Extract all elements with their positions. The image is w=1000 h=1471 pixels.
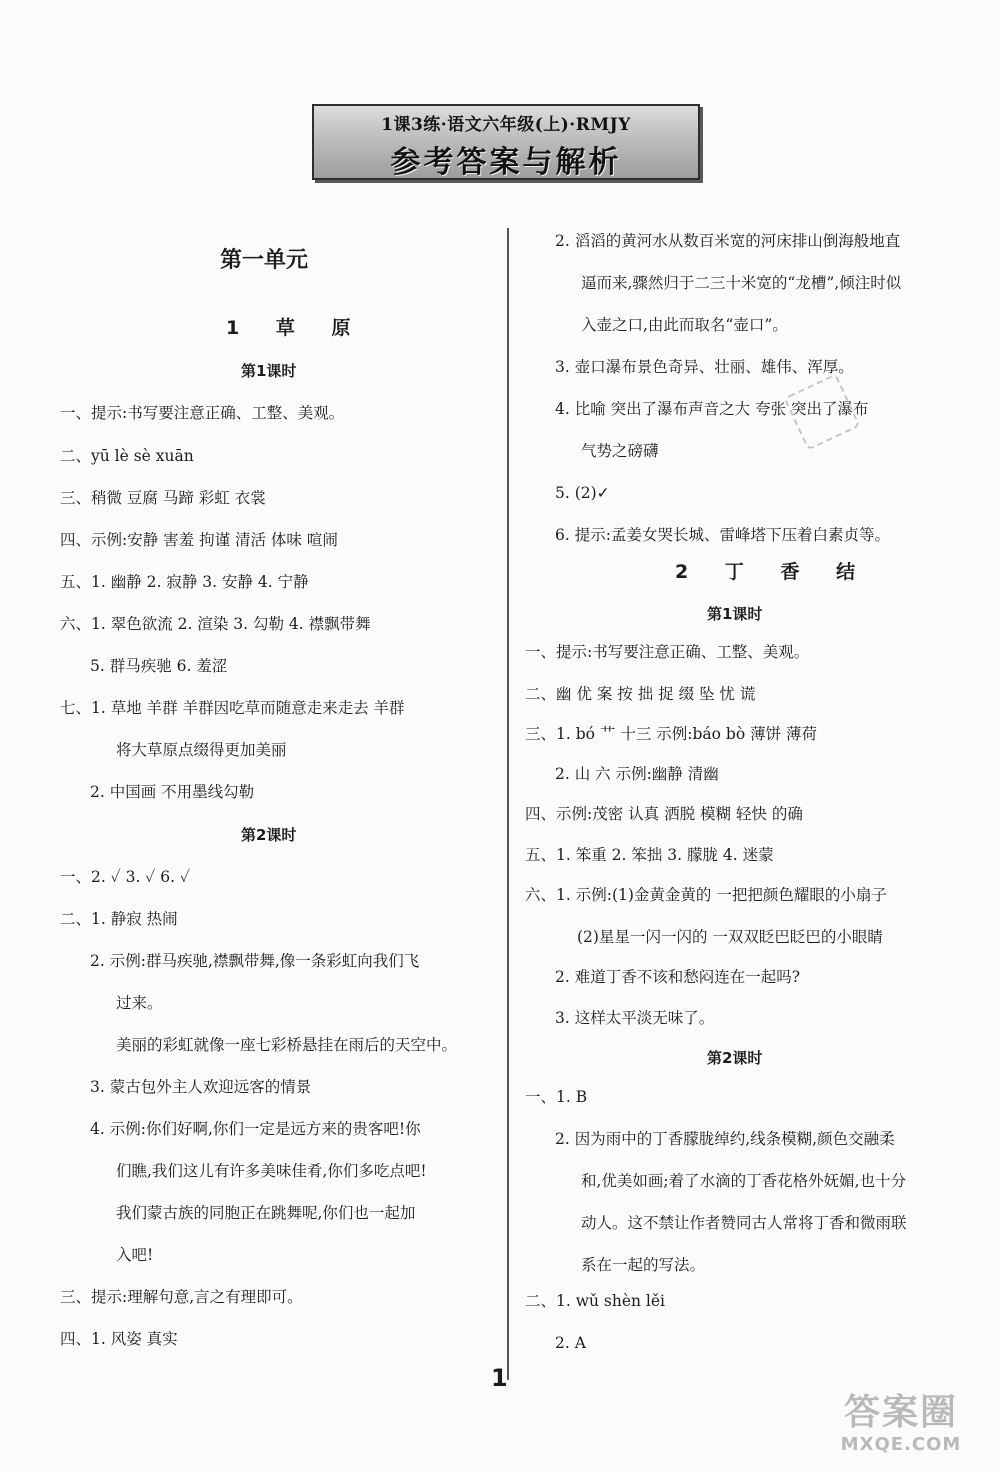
answer-line: 七、1. 草地 羊群 羊群因吃草而随意走来走去 羊群 bbox=[60, 699, 405, 717]
banner-title: 参考答案与解析 bbox=[390, 145, 622, 180]
watermark-logo bbox=[812, 1392, 990, 1464]
answer-line: 4. 比喻 突出了瀑布声音之大 夸张 突出了瀑布 bbox=[555, 400, 869, 418]
page-number: 1 bbox=[491, 1364, 508, 1392]
answer-line: 入壶之口,由此而取名“壶口”。 bbox=[581, 316, 788, 334]
answer-line: (2)星星一闪一闪的 一双双眨巴眨巴的小眼睛 bbox=[577, 928, 883, 946]
answer-line: 3. 蒙古包外主人欢迎远客的情景 bbox=[90, 1078, 312, 1096]
title-banner bbox=[312, 104, 700, 180]
answer-line: 二、1. wǔ shèn lěi bbox=[525, 1292, 665, 1310]
answer-line: 2. 滔滔的黄河水从数百米宽的河床排山倒海般地直 bbox=[555, 232, 901, 250]
answer-line: 气势之磅礴 bbox=[581, 442, 659, 460]
answer-line: 六、1. 翠色欲流 2. 渲染 3. 勾勒 4. 襟飘带舞 bbox=[60, 615, 371, 633]
answer-line: 5. (2)✓ bbox=[555, 484, 610, 502]
answer-line: 2. 中国画 不用墨线勾勒 bbox=[90, 783, 255, 801]
lesson-title: 2 丁 香 结 bbox=[675, 561, 864, 583]
answer-line: 6. 提示:孟姜女哭长城、雷峰塔下压着白素贞等。 bbox=[555, 526, 890, 544]
answer-line: 二、yū lè sè xuān bbox=[60, 447, 194, 465]
answer-line: 四、示例:安静 害羞 拘谨 清活 体味 喧闹 bbox=[60, 531, 338, 549]
answer-line: 三、提示:理解句意,言之有理即可。 bbox=[60, 1288, 303, 1306]
answer-line: 四、示例:茂密 认真 洒脱 模糊 轻快 的确 bbox=[525, 805, 803, 823]
lesson-title: 1 草 原 bbox=[226, 317, 359, 339]
answer-line: 三、稍微 豆腐 马蹄 彩虹 衣裳 bbox=[60, 489, 266, 507]
unit-title: 第一单元 bbox=[220, 248, 309, 273]
answer-line: 3. 壶口瀑布景色奇异、壮丽、雄伟、浑厚。 bbox=[555, 358, 854, 376]
answer-line: 2. 因为雨中的丁香朦胧绰约,线条模糊,颜色交融柔 bbox=[555, 1130, 895, 1148]
session-heading: 第2课时 bbox=[707, 1049, 763, 1067]
answer-line: 5. 群马疾驰 6. 羞涩 bbox=[90, 657, 228, 675]
answer-line: 2. A bbox=[555, 1334, 586, 1352]
answer-line: 六、1. 示例:(1)金黄金黄的 一把把颜色耀眼的小扇子 bbox=[525, 886, 887, 904]
answer-line: 2. 难道丁香不该和愁闷连在一起吗? bbox=[555, 968, 801, 986]
answer-line: 们瞧,我们这儿有许多美味佳肴,你们多吃点吧! bbox=[116, 1162, 427, 1180]
answer-line: 我们蒙古族的同胞正在跳舞呢,你们也一起加 bbox=[116, 1204, 416, 1222]
answer-line: 一、提示:书写要注意正确、工整、美观。 bbox=[60, 404, 345, 422]
answer-line: 过来。 bbox=[116, 994, 163, 1012]
answer-line: 三、1. bó 艹 十三 示例:báo bò 薄饼 薄荷 bbox=[525, 725, 818, 743]
faint-stamp-mark bbox=[783, 373, 860, 450]
answer-line: 二、幽 优 案 按 拙 捉 缀 坠 忧 谎 bbox=[525, 685, 756, 703]
answer-line: 2. 山 六 示例:幽静 清幽 bbox=[555, 765, 719, 783]
answer-line: 3. 这样太平淡无味了。 bbox=[555, 1009, 715, 1027]
answer-line: 二、1. 静寂 热闹 bbox=[60, 910, 178, 928]
answer-line: 四、1. 风姿 真实 bbox=[60, 1330, 178, 1348]
answer-line: 动人。这不禁让作者赞同古人常将丁香和微雨联 bbox=[581, 1214, 907, 1232]
answer-line: 五、1. 幽静 2. 寂静 3. 安静 4. 宁静 bbox=[60, 573, 309, 591]
answer-line: 4. 示例:你们好啊,你们一定是远方来的贵客吧!你 bbox=[90, 1120, 421, 1138]
answer-line: 五、1. 笨重 2. 笨拙 3. 朦胧 4. 迷蒙 bbox=[525, 846, 774, 864]
answer-line: 2. 示例:群马疾驰,襟飘带舞,像一条彩虹向我们飞 bbox=[90, 952, 420, 970]
answer-line: 一、提示:书写要注意正确、工整、美观。 bbox=[525, 643, 810, 661]
answer-line: 系在一起的写法。 bbox=[581, 1256, 706, 1274]
watermark-text: 答案圈 bbox=[843, 1392, 958, 1433]
session-heading: 第1课时 bbox=[241, 362, 297, 380]
answer-line: 入吧! bbox=[116, 1246, 154, 1264]
answer-line: 美丽的彩虹就像一座七彩桥悬挂在雨后的天空中。 bbox=[116, 1036, 458, 1054]
banner-subtitle: 1课3练·语文六年级(上)·RMJY bbox=[381, 115, 631, 135]
column-divider bbox=[507, 228, 509, 1380]
answer-line: 一、1. B bbox=[525, 1088, 588, 1106]
answer-line: 逼而来,骤然归于二三十米宽的“龙槽”,倾注时似 bbox=[581, 274, 902, 292]
watermark-url: MXQE.COM bbox=[840, 1434, 962, 1455]
answer-line: 将大草原点缀得更加美丽 bbox=[116, 741, 287, 759]
session-heading: 第1课时 bbox=[707, 605, 763, 623]
answer-line: 和,优美如画;着了水滴的丁香花格外妩媚,也十分 bbox=[581, 1172, 907, 1190]
session-heading: 第2课时 bbox=[241, 826, 297, 844]
answer-line: 一、2. ✓ 3. ✓ 6. ✓ bbox=[60, 868, 190, 886]
